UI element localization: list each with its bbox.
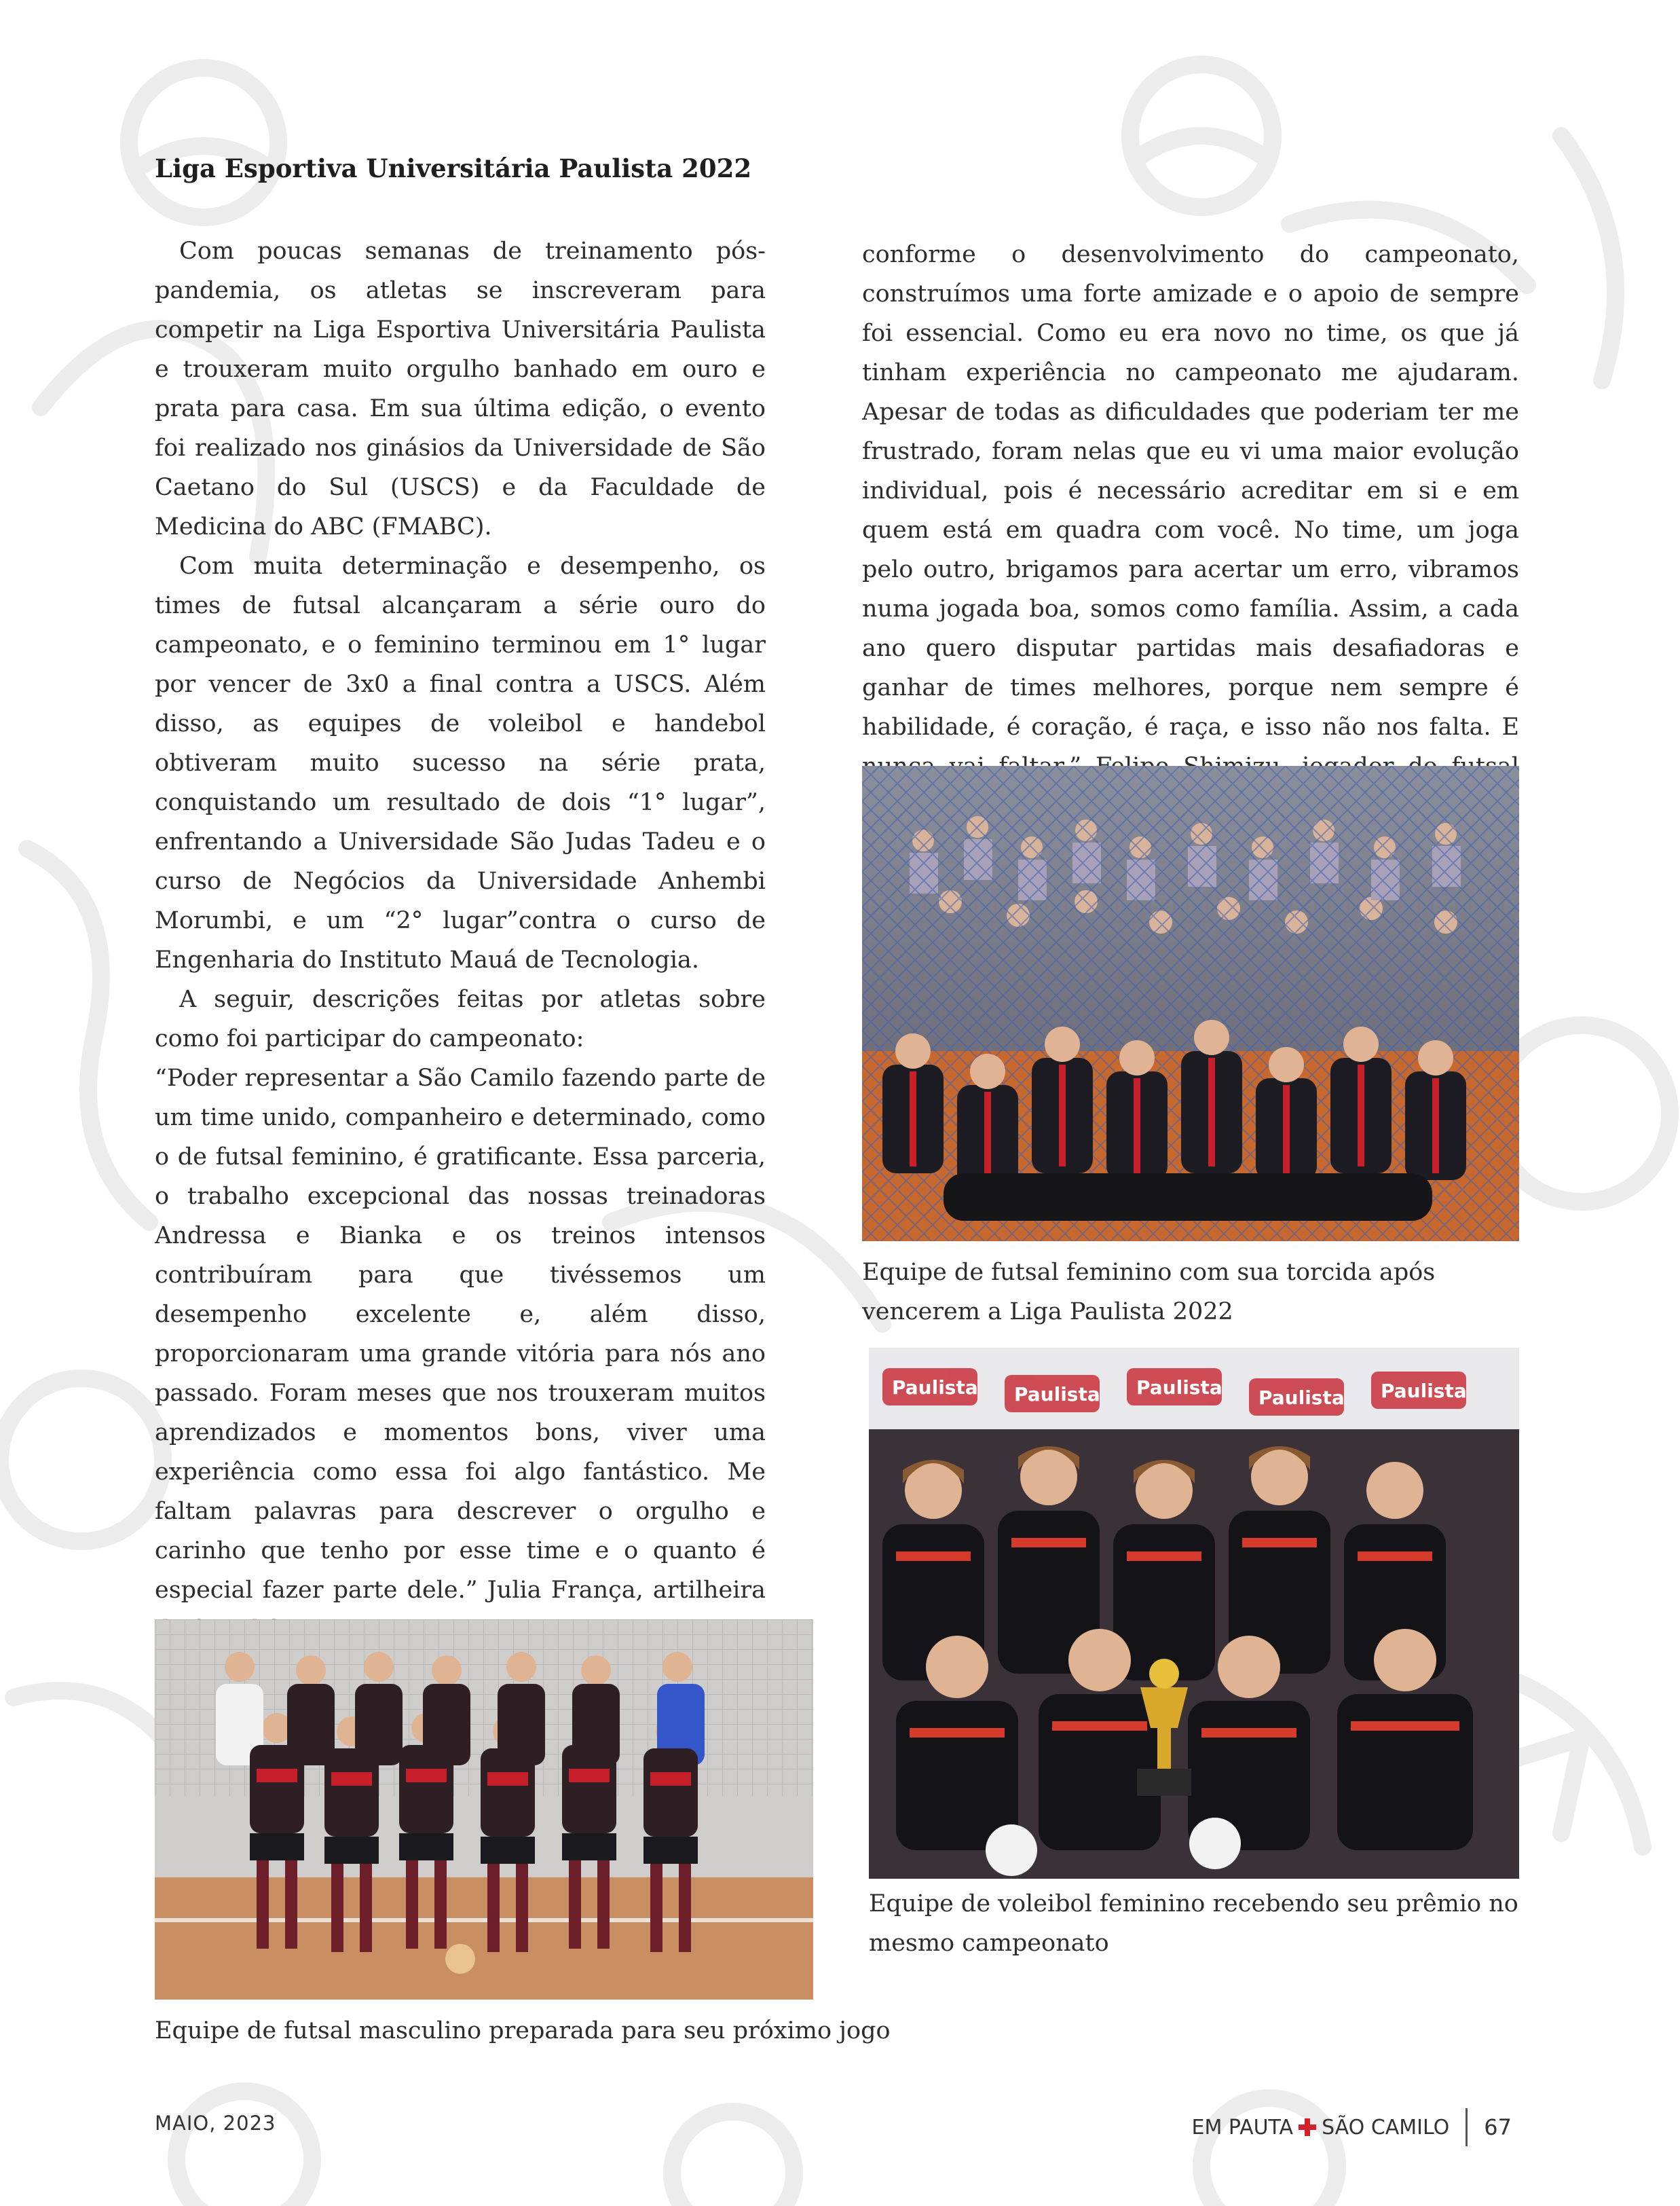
svg-text:Paulista: Paulista (1136, 1376, 1222, 1399)
footer-brand-right: SÃO CAMILO (1322, 2115, 1450, 2139)
paragraph-julia-quote: “Poder representar a São Camilo fazendo parte de um time unido, companheiro e determinado, como o de futsal feminino, é gratificante. Essa parceria, o trabalho excepcional das nossas treinadoras Andressa e Bianka e os treinos intensos contribuíram para que tivéssemos um desempenho excelente e, além disso, proporcionaram uma grande vitória para nós ano passado. Foram meses que nos trouxeram muitos aprendizados e momentos bons, viver uma experiência como essa foi algo fantástico. Me faltam palavras para descrever o orgulho e carinho que tenho por esse time e o quanto é especial fazer parte dele.” Julia França, artilheira (155, 1065, 766, 1604)
photo-voleibol-feminino (869, 1348, 1519, 1879)
red-cross-icon (1297, 2117, 1318, 2137)
right-text-column (862, 235, 1519, 826)
caption-futsal-masculino: Equipe de futsal masculino preparada para seu próximo jogo (155, 2017, 891, 2044)
footer-date: MAIO, 2023 (155, 2112, 276, 2135)
footer-divider (1466, 2108, 1468, 2146)
caption-voleibol-feminino: Equipe de voleibol feminino recebendo seu prêmio no mesmo campeonato (869, 1890, 1518, 1957)
article-heading: Liga Esportiva Universitária Paulista 2022 (155, 153, 752, 183)
photo-futsal-masculino (155, 1619, 813, 2000)
page-number: 67 (1484, 2114, 1512, 2140)
paragraph-felipe-quote-end: conforme o desenvolvimento do campeonato, construímos uma forte amizade e o apoio de sempre foi essencial. Como eu era novo no time, os que já tinham experiência no campeonato me ajudaram. Apesar de todas as dificuldades que poderiam ter me frustrado, foram nelas que eu vi uma maior evolução individual, pois é necessário acreditar em si e em quem está em quadra com você. No time, um joga pelo outro, brigamos para acertar um erro, vibramos numa jogada boa, somos como família. Assim, a cada ano quero disputar partidas mais desafiadoras e ganhar de times melhores, porque nem sempre é habilidade, é coração, é raça, e isso não nos falta. E (862, 241, 1519, 741)
svg-text:Paulista: Paulista (1381, 1380, 1467, 1402)
paragraph-results: Com muita determinação e desempenho, os times de futsal alcançaram a série ouro do campeonato, e o feminino terminou em 1° lugar por vencer de 3x0 a final contra a USCS. Além disso, as equipes de voleibol e handebol obtiveram muito sucesso na série prata, conquistando um resultado de dois “1° lugar”, enfrentando a Universidade São Judas Tadeu e o curso de Negócios da Universidade Anhembi Morumbi, e um “2° lugar”contra o curso de Engenharia do Instituto Mauá de Tecnologia. (155, 553, 766, 974)
paragraph-intro: Com poucas semanas de treinamento pós-pandemia, os atletas se inscreveram para competir na Liga Esportiva Universitária Paulista e trouxeram muito orgulho banhado em ouro e prata para casa. Em sua última edição, o evento foi realizado nos ginásios da Universidade de São Caetano do Sul (USCS) e da Faculdade de Medicina do ABC (FMABC). (155, 238, 766, 540)
footer-brand (1192, 2108, 1512, 2146)
paragraph-athletes-intro: A seguir, descrições feitas por atletas sobre como foi participar do campeonato: (155, 986, 766, 1052)
caption-futsal-feminino: Equipe de futsal feminino com sua torcida após vencerem a Liga Paulista 2022 (862, 1259, 1436, 1325)
photo-futsal-feminino (862, 766, 1519, 1241)
svg-text:Paulista: Paulista (1258, 1386, 1345, 1409)
svg-text:Paulista: Paulista (1014, 1383, 1100, 1405)
footer-brand-left: EM PAUTA (1191, 2115, 1294, 2139)
svg-text:Paulista: Paulista (892, 1376, 978, 1399)
left-text-column (155, 232, 766, 1807)
